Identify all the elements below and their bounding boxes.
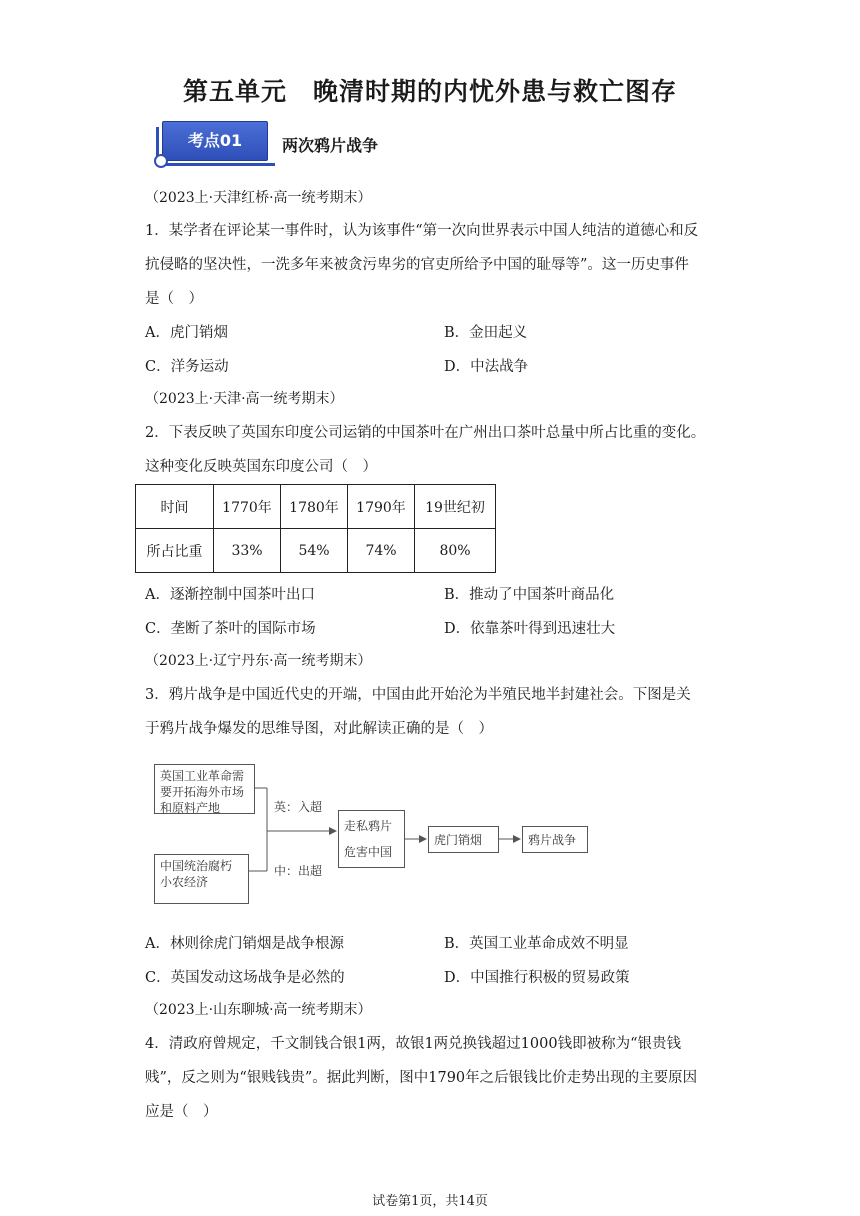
q3-mind-map bbox=[150, 760, 600, 910]
table-cell: 19世纪初 bbox=[415, 485, 496, 529]
q3-option-a[interactable]: A．林则徐虎门销烟是战争根源 bbox=[145, 936, 344, 952]
page-footer: 试卷第1页，共14页 bbox=[372, 1194, 488, 1209]
table-row bbox=[136, 485, 496, 529]
table-cell: 1770年 bbox=[214, 485, 281, 529]
table-cell: 1790年 bbox=[348, 485, 415, 529]
q2-source: （2023上·天津·高一统考期末） bbox=[145, 391, 344, 407]
mm-label-china: 中：出超 bbox=[274, 864, 323, 878]
mm-smuggling-line1: 走私鸦片 bbox=[344, 819, 393, 833]
q4-source: （2023上·山东聊城·高一统考期末） bbox=[145, 1002, 372, 1018]
table-row bbox=[136, 529, 496, 573]
q3-source: （2023上·辽宁丹东·高一统考期末） bbox=[145, 653, 372, 669]
q1-text-line2: 抗侵略的坚决性，一洗多年来被贪污卑劣的官吏所给予中国的耻辱等”。这一历史事件 bbox=[145, 257, 689, 273]
mm-box-smuggling bbox=[338, 810, 405, 868]
q1-text-line3: 是（ ） bbox=[145, 291, 203, 307]
table-cell: 1780年 bbox=[281, 485, 348, 529]
q1-text-line1: 1．某学者在评论某一事件时，认为该事件“第一次向世界表示中国人纯洁的道德心和反 bbox=[145, 223, 699, 239]
table-cell: 33% bbox=[214, 529, 281, 573]
q3-option-c[interactable]: C．英国发动这场战争是必然的 bbox=[145, 970, 345, 986]
badge-dot-icon bbox=[154, 154, 168, 168]
q2-option-a[interactable]: A．逐渐控制中国茶叶出口 bbox=[145, 587, 315, 603]
section-topic: 两次鸦片战争 bbox=[282, 136, 379, 155]
q2-text-line2: 这种变化反映英国东印度公司（ ） bbox=[145, 459, 377, 475]
q2-text-line1: 2．下表反映了英国东印度公司运销的中国茶叶在广州出口茶叶总量中所占比重的变化。 bbox=[145, 425, 706, 441]
q1-source: （2023上·天津红桥·高一统考期末） bbox=[145, 190, 372, 206]
table-cell: 54% bbox=[281, 529, 348, 573]
mm-label-britain: 英：入超 bbox=[274, 800, 323, 814]
q4-text-line3: 应是（ ） bbox=[145, 1104, 218, 1120]
mm-smuggling-line2: 危害中国 bbox=[344, 845, 393, 859]
q4-text-line1: 4．清政府曾规定，千文制钱合银1两，故银1两兑换钱超过1000钱即被称为“银贵钱 bbox=[145, 1036, 681, 1052]
mm-box-china: 中国统治腐朽小农经济 bbox=[154, 854, 249, 904]
q1-option-c[interactable]: C．洋务运动 bbox=[145, 359, 229, 375]
q3-text-line2: 于鸦片战争爆发的思维导图，对此解读正确的是（ ） bbox=[145, 721, 493, 737]
q3-text-line1: 3．鸦片战争是中国近代史的开端，中国由此开始沦为半殖民地半封建社会。下图是关 bbox=[145, 687, 691, 703]
q2-data-table bbox=[135, 484, 496, 573]
q1-option-d[interactable]: D．中法战争 bbox=[444, 359, 529, 375]
table-cell: 80% bbox=[415, 529, 496, 573]
mm-box-opium-war: 鸦片战争 bbox=[522, 826, 588, 853]
table-cell: 74% bbox=[348, 529, 415, 573]
q1-option-b[interactable]: B．金田起义 bbox=[444, 325, 528, 341]
table-cell: 所占比重 bbox=[136, 529, 214, 573]
q3-option-b[interactable]: B．英国工业革命成效不明显 bbox=[444, 936, 629, 952]
q1-option-a[interactable]: A．虎门销烟 bbox=[145, 325, 228, 341]
q4-text-line2: 贱”，反之则为“银贱钱贵”。据此判断，图中1790年之后银钱比价走势出现的主要原因 bbox=[145, 1070, 698, 1086]
q3-option-d[interactable]: D．中国推行积极的贸易政策 bbox=[444, 970, 630, 986]
table-cell: 时间 bbox=[136, 485, 214, 529]
mm-box-britain: 英国工业革命需要开拓海外市场和原料产地 bbox=[154, 764, 255, 814]
section-badge bbox=[156, 121, 274, 169]
q2-option-b[interactable]: B．推动了中国茶叶商品化 bbox=[444, 587, 615, 603]
q2-option-c[interactable]: C．垄断了茶叶的国际市场 bbox=[145, 621, 316, 637]
mm-box-humen: 虎门销烟 bbox=[428, 826, 499, 853]
q2-option-d[interactable]: D．依靠茶叶得到迅速壮大 bbox=[444, 621, 616, 637]
page-title: 第五单元 晚清时期的内忧外患与救亡图存 bbox=[182, 77, 677, 106]
badge-label: 考点01 bbox=[162, 121, 268, 161]
